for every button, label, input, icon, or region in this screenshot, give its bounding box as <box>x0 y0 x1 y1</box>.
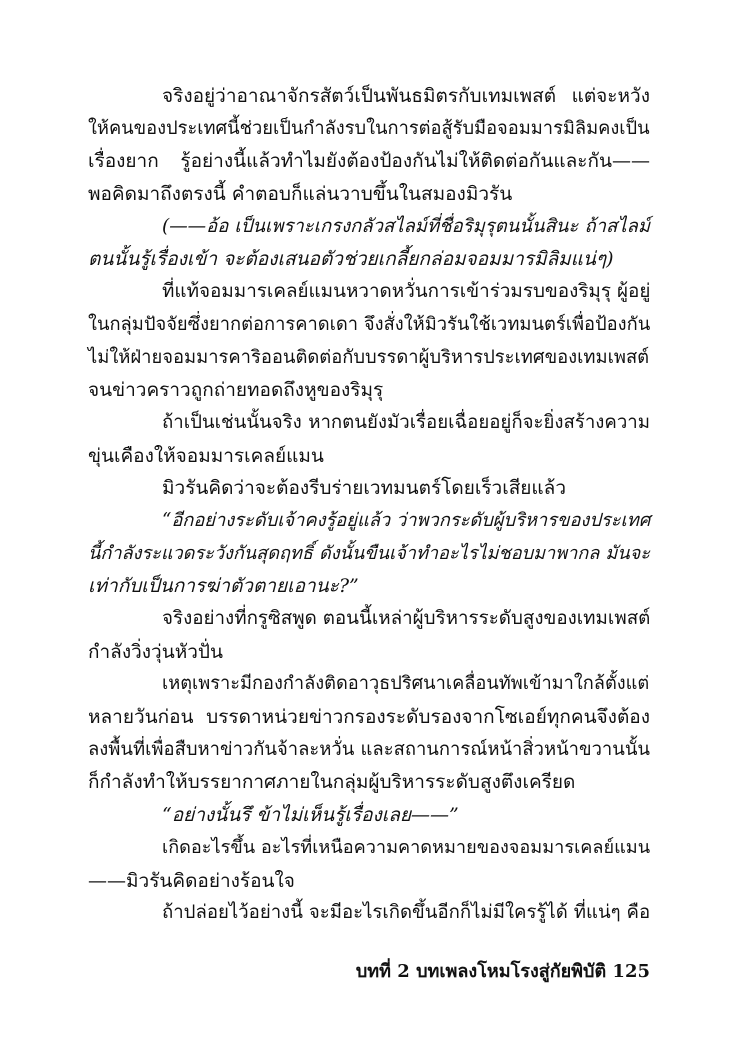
text-line: “อย่างนั้นรึ ข้าไม่เห็นรู้เรื่องเลย——” <box>162 804 459 827</box>
text-line: ก็กำลังทำให้บรรยากาศภายในกลุ่มผู้บริหารระดับสูงตึงเครียด <box>88 771 576 794</box>
text-line: (——อ้อ เป็นเพราะเกรงกลัวสไลม์ที่ชื่อริมุรุตนนั้นสินะ ถ้าสไลม์ <box>162 215 650 237</box>
text-line: จริงอยู่ว่าอาณาจักรสัตว์เป็นพันธมิตรกับเทมเพสต์ แต่จะหวัง <box>162 85 650 107</box>
text-line: กำลังวิ่งวุ่นหัวปั่น <box>88 640 223 663</box>
text-line: ให้คนของประเทศนี้ช่วยเป็นกำลังรบในการต่อสู้รับมือจอมมารมิลิมคงเป็น <box>88 117 650 139</box>
text-line: ในกลุ่มปัจจัยซึ่งยากต่อการคาดเดา จึงสั่งให้มิวรันใช้เวทมนตร์เพื่อป้องกัน <box>88 313 651 335</box>
text-line: ตนนั้นรู้เรื่องเข้า จะต้องเสนอตัวช่วยเกลี้ยกล่อมจอมมารมิลิมแน่ๆ) <box>88 248 614 271</box>
text-line: เหตุเพราะมีกองกำลังติดอาวุธปริศนาเคลื่อนทัพเข้ามาใกล้ตั้งแต่ <box>162 673 650 695</box>
text-line: ถ้าเป็นเช่นนั้นจริง หากตนยังมัวเรื่อยเฉื่อยอยู่ก็จะยิ่งสร้างความ <box>162 411 650 433</box>
text-line: หลายวันก่อน บรรดาหน่วยข่าวกรองระดับรองจากโซเอย์ทุกคนจึงต้อง <box>88 706 650 729</box>
page-footer: บทที่ 2 บทเพลงโหมโรงสู่กัยพิบัติ 125 <box>355 961 650 982</box>
body-text <box>88 80 650 930</box>
text-line: ที่แท้จอมมารเคลย์แมนหวาดหวั่นการเข้าร่วมรบของริมุรุ ผู้อยู่ <box>162 281 651 303</box>
text-line: ลงพื้นที่เพื่อสืบหาข่าวกันจ้าละหวั่น และสถานการณ์หน้าสิ่วหน้าขวานนั้น <box>88 738 650 760</box>
text-line: จนข่าวคราวถูกถ่ายทอดถึงหูของริมุรุ <box>88 379 384 402</box>
text-line: ไม่ให้ฝ่ายจอมมารคาริออนติดต่อกับบรรดาผู้บริหารประเทศของเทมเพสต์ <box>88 346 650 368</box>
text-line: ——มิวรันคิดอย่างร้อนใจ <box>88 869 295 892</box>
text-line: นี้กำลังระแวดระวังกันสุดฤทธิ์ ดังนั้นขืนเจ้าทำอะไรไม่ชอบมาพากล มันจะ <box>88 542 650 564</box>
text-line: เกิดอะไรขึ้น อะไรที่เหนือความคาดหมายของจอมมารเคลย์แมน <box>162 836 651 858</box>
text-line: “อีกอย่างระดับเจ้าคงรู้อยู่แล้ว ว่าพวกระดับผู้บริหารของประเทศ <box>162 509 651 531</box>
text-line: ถ้าปล่อยไว้อย่างนี้ จะมีอะไรเกิดขึ้นอีกก็ไม่มีใครรู้ได้ ที่แน่ๆ คือ <box>162 902 651 924</box>
text-line: ขุ่นเคืองให้จอมมารเคลย์แมน <box>88 444 324 467</box>
text-line: เท่ากับเป็นการฆ่าตัวตายเอานะ?” <box>88 575 359 598</box>
text-line: มิวรันคิดว่าจะต้องรีบร่ายเวทมนตร์โดยเร็วเสียแล้ว <box>162 477 566 500</box>
text-line: จริงอย่างที่กรูซิสพูด ตอนนี้เหล่าผู้บริหารระดับสูงของเทมเพสต์ <box>162 608 651 629</box>
text-line: เรื่องยาก รู้อย่างนี้แล้วทำไมยังต้องป้องกันไม่ให้ติดต่อกันและกัน—— <box>88 150 650 173</box>
text-line: พอคิดมาถึงตรงนี้ คำตอบก็แล่นวาบขึ้นในสมองมิวรัน <box>88 183 513 206</box>
